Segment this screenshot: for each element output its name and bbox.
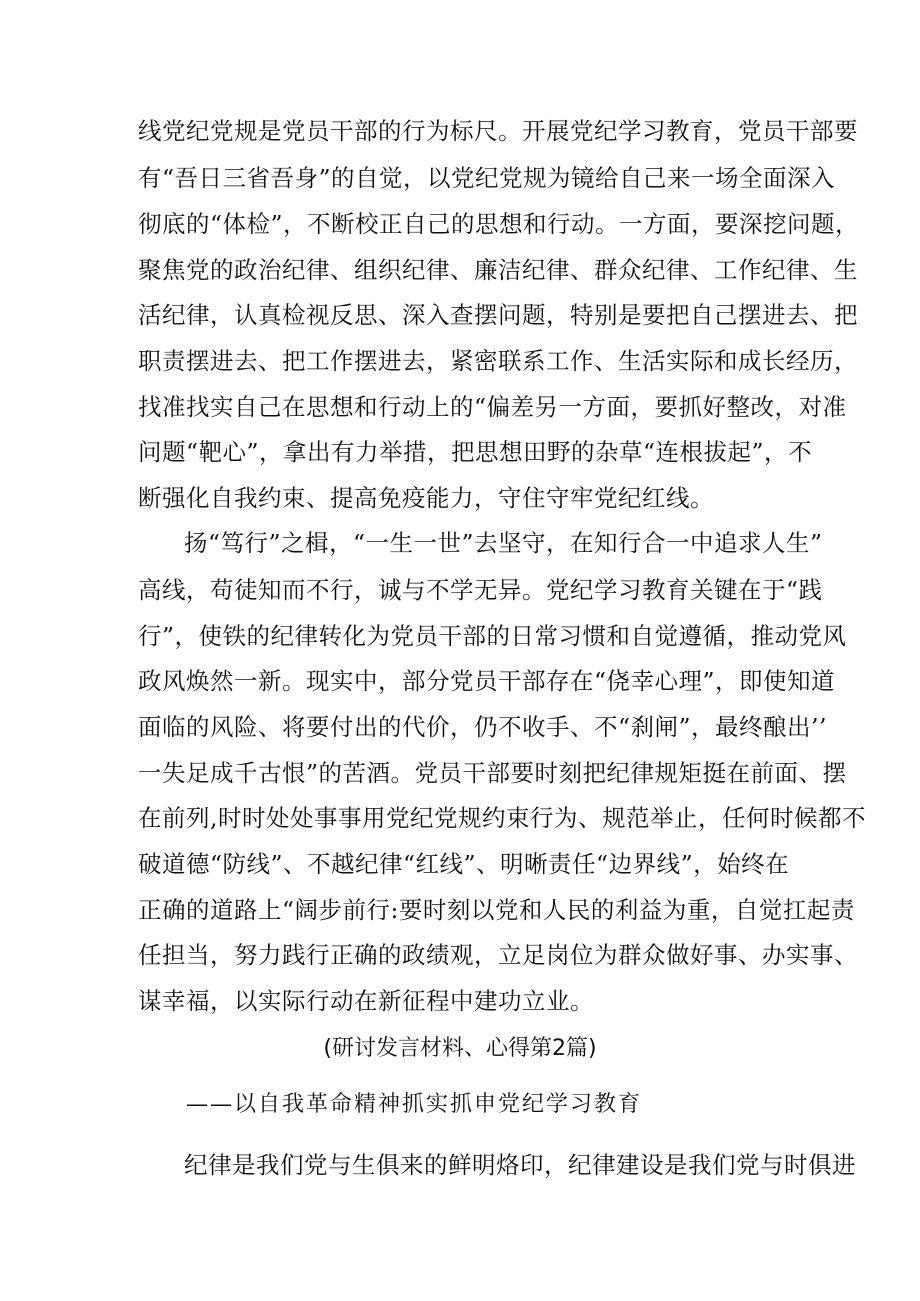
paragraph-1-line-4: 聚焦党的政治纪律、组织纪律、廉洁纪律、群众纪律、工作纪律、生	[138, 256, 858, 284]
paragraph-2-line-7: 在前列,时时处处事事用党纪党规约束行为、规范举止，任何时候都不	[138, 804, 866, 832]
paragraph-1-line-9: 断强化自我约束、提高免疫能力，守住守牢党纪红线。	[138, 484, 714, 512]
paragraph-1-line-7: 找准找实自己在思想和行动上的“偏差另一方面，要抓好整改，对准	[138, 393, 847, 421]
paragraph-2-line-4: 政风焕然一新。现实中，部分党员干部存在“侥幸心理”，即使知道	[138, 667, 836, 695]
paragraph-1-line-2: 有“吾日三省吾身”的自觉，以党纪党规为镜给自己来一场全面深入	[138, 164, 836, 192]
paragraph-2-line-3: 行”，使铁的纪律转化为党员干部的日常习惯和自觉遵循，推动党风	[138, 622, 847, 650]
paragraph-2-line-11: 谋幸福，以实际行动在新征程中建功立业。	[138, 987, 594, 1015]
paragraph-2-line-9: 正确的道路上“阔步前行:要时刻以党和人民的利益为重，自觉扛起责	[138, 896, 855, 924]
section-heading: (研讨发言材料、心得第2篇)	[323, 1036, 597, 1061]
paragraph-2-line-10: 任担当，努力践行正确的政绩观，立足岗位为群众做好事、办实事、	[138, 941, 858, 969]
paragraph-1-line-5: 活纪律，认真检视反思、深入查摆问题，特别是要把自己摆进去、把	[138, 301, 858, 329]
paragraph-2-line-1: 扬“笃行”之楫，“一生一世”去坚守，在知行合一中追求人生”	[184, 529, 823, 557]
paragraph-1-line-1: 线党纪党规是党员干部的行为标尺。开展党纪学习教育，党员干部要	[138, 117, 858, 145]
paragraph-2-line-6: 一失足成千古恨”的苦酒。党员干部要时刻把纪律规矩挺在前面、摆	[138, 759, 847, 787]
paragraph-2-line-5: 面临的风险、将要付出的代价，仍不收手、不“刹闸”，最终酿出’’	[138, 713, 827, 741]
paragraph-1-line-6: 职责摆进去、把工作摆进去，紧密联系工作、生活实际和成长经历，	[138, 347, 858, 375]
paragraph-3-line-1: 纪律是我们党与生俱来的鲜明烙印，纪律建设是我们党与时俱进	[184, 1151, 856, 1179]
paragraph-1-line-8: 问题“靶心”，拿出有力举措，把思想田野的杂草“连根拔起”，不	[138, 438, 813, 466]
paragraph-2-line-8: 破道德“防线”、不越纪律“红线”、明晰责任“边界线”，始终在	[138, 850, 790, 878]
paragraph-2-line-2: 高线，苟徒知而不行，诚与不学无异。党纪学习教育关键在于“践	[138, 576, 823, 604]
paragraph-1-line-3: 彻底的“体检”，不断校正自己的思想和行动。一方面，要深挖问题，	[138, 210, 860, 238]
subtitle: ——以自我革命精神抓实抓申党纪学习教育	[186, 1092, 643, 1117]
